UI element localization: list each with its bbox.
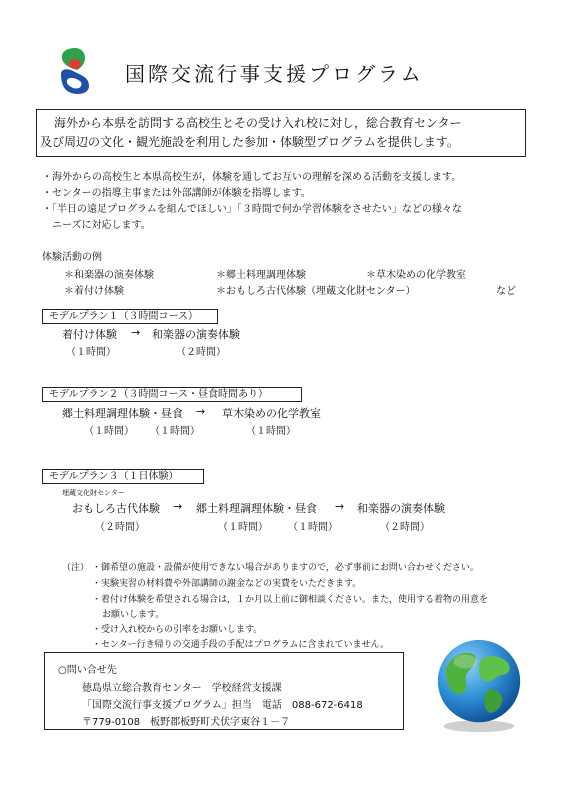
globe-icon	[430, 636, 528, 734]
activity-item: ＊草木染めの化学教室	[366, 270, 466, 281]
activity-item: ＊おもしろ古代体験（埋蔵文化財センター）	[216, 286, 416, 297]
contact-address: 〒779-0108 板野郡板野町犬伏字東谷１－７	[82, 717, 291, 728]
plan-1-step: 和楽器の演奏体験	[152, 328, 240, 341]
intro-text-line-1: 海外から本県を訪問する高校生とその受け入れ校に対し，総合教育センター	[54, 116, 462, 130]
plan-3-arrow: →	[173, 500, 183, 513]
plan-1-arrow: →	[131, 326, 141, 339]
activity-item: ＊郷土料理調理体験	[216, 270, 306, 281]
note-item: ・センター行き帰りの交通手段の手配はプログラムに含まれていません。	[92, 640, 390, 650]
contact-organization: 徳島県立総合教育センター 学校経営支援課	[82, 683, 282, 694]
contact-heading: ○問い合せ先	[58, 665, 117, 676]
activities-etc: など	[496, 286, 516, 297]
note-item: ・着付け体験を希望される場合は，１か月以上前に御相談ください。また，使用する着物の用意を	[92, 595, 489, 605]
page-title: 国際交流行事支援プログラム	[125, 62, 424, 86]
plan-2-duration: （１時間）	[150, 426, 200, 437]
plan-3-step: おもしろ古代体験	[72, 502, 160, 515]
note-item-continued: お願いします。	[102, 610, 165, 620]
plan-3-venue-note: 埋蔵文化財センター	[62, 489, 125, 497]
bullet-3-continued: ニーズに対応します。	[52, 220, 151, 231]
model-plan-3-label: モデルプラン３（１日体験）	[42, 469, 204, 484]
plan-1-duration: （２時間）	[176, 347, 226, 358]
note-item: ・受け入れ校からの引率をお願いします。	[92, 625, 263, 635]
plan-1-duration: （１時間）	[66, 347, 116, 358]
plan-2-arrow: →	[196, 405, 206, 418]
plan-3-duration: （２時間）	[95, 522, 145, 533]
intro-text-line-2: 及び周辺の文化・観光施設を利用した参加・体験型プログラムを提供します。	[40, 135, 459, 149]
model-plan-1-label: モデルプラン１（３時間コース）	[42, 309, 218, 324]
activity-item: ＊着付け体験	[64, 286, 124, 297]
bullet-3: ・「半日の遠足プログラムを組んでほしい」「３時間で何か学習体験をさせたい」などの様々な	[42, 204, 462, 215]
plan-3-duration: （１時間）	[288, 522, 338, 533]
note-item: ・御希望の施設・設備が使用できない場合がありますので，必ず事前にお問い合わせください。	[92, 563, 479, 573]
plan-2-step: 郷土料理調理体験・昼食	[62, 407, 183, 420]
model-plan-2-label: モデルプラン２（３時間コース・昼食時間あり）	[42, 387, 302, 402]
note-item: ・実験実習の材料費や外部講師の謝金などの実費をいただきます。	[92, 579, 362, 589]
contact-program-phone: 「国際交流行事支援プログラム」担当 電話 088-672-6418	[82, 700, 363, 711]
activity-item: ＊和楽器の演奏体験	[64, 270, 154, 281]
plan-3-step: 和楽器の演奏体験	[357, 502, 445, 515]
bullet-1: ・海外からの高校生と本県高校生が，体験を通してお互いの理解を深める活動を支援します。	[42, 172, 462, 183]
plan-2-duration: （１時間）	[246, 426, 296, 437]
plan-3-step: 郷土料理調理体験・昼食	[196, 502, 317, 515]
plan-2-duration: （１時間）	[84, 426, 134, 437]
bullet-2: ・センターの指導主事または外部講師が体験を指導します。	[42, 188, 311, 199]
plan-3-duration: （１時間）	[218, 522, 268, 533]
prefecture-logo-icon	[55, 44, 95, 96]
plan-1-step: 着付け体験	[62, 328, 117, 341]
activities-heading: 体験活動の例	[42, 252, 102, 263]
notes-label: （注）	[62, 563, 90, 573]
plan-3-duration: （２時間）	[380, 522, 430, 533]
plan-3-arrow: →	[335, 500, 345, 513]
plan-2-step: 草木染めの化学教室	[222, 407, 321, 420]
